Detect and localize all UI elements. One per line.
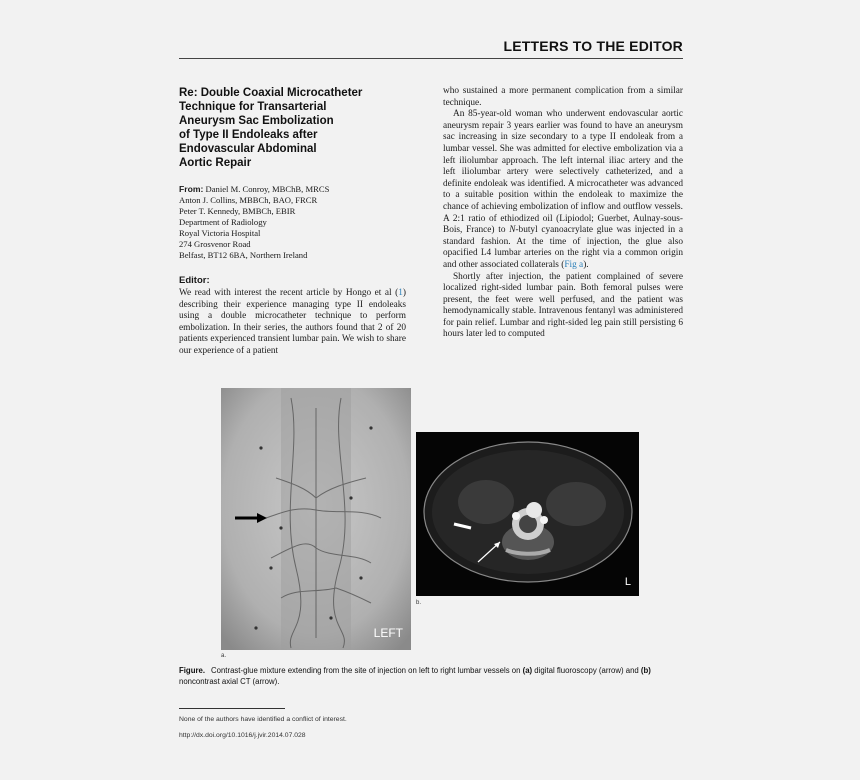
editor-label: Editor: xyxy=(179,275,210,286)
figure xyxy=(219,386,643,660)
fluoroscopy-image xyxy=(221,388,411,650)
left-column xyxy=(179,86,406,358)
caption-text: noncontrast axial CT (arrow). xyxy=(179,677,280,686)
right-column xyxy=(443,86,683,341)
from-label: From: xyxy=(179,184,204,194)
left-paragraph xyxy=(179,288,406,358)
caption-label: Figure. xyxy=(179,666,205,675)
affiliation-line: Department of Radiology xyxy=(179,217,267,227)
fluoroscopy-graphic xyxy=(221,388,411,650)
italic-text: N xyxy=(509,225,516,236)
author-block xyxy=(179,184,406,261)
affiliation-line: Belfast, BT12 6BA, Northern Ireland xyxy=(179,250,308,260)
doi-link[interactable]: http://dx.doi.org/10.1016/j.jvir.2014.07.028 xyxy=(179,732,306,739)
author-name: Daniel M. Conroy, MBChB, MRCS xyxy=(205,184,330,194)
caption-text: Contrast-glue mixture extending from the site of injection on left to right lumbar vessels on xyxy=(211,666,523,675)
section-header: LETTERS TO THE EDITOR xyxy=(503,38,683,54)
title-line: Re: Double Coaxial Microcatheter xyxy=(179,87,363,99)
title-line: of Type II Endoleaks after xyxy=(179,129,318,141)
panel-b-letter: b. xyxy=(416,600,422,606)
caption-text: digital fluoroscopy (arrow) and xyxy=(532,666,641,675)
author-line xyxy=(179,184,406,195)
title-line: Aortic Repair xyxy=(179,157,252,169)
right-paragraph-2 xyxy=(443,109,683,271)
ct-graphic xyxy=(416,432,639,596)
title-line: Technique for Transarterial xyxy=(179,101,327,113)
figure-caption xyxy=(179,665,683,687)
panel-a-letter: a. xyxy=(221,653,227,659)
orientation-label: L xyxy=(624,576,631,588)
orientation-label: LEFT xyxy=(373,626,403,640)
paragraph-text: An 85-year-old woman who underwent endovascular aortic aneurysm repair 3 years earlier was found to have an aneurysm sac increasing in size secondary to a type II endoleak from a lumbar vessel. She was admitted for elective embolization via a left iliolumbar approach. The left internal iliac artery and the left iliolumbar artery were selectively catheterized, and a definite endoleak was identified. A microcatheter was advanced to a suitable position within the endoleak to maximize the chance of achieving embolization of inflow and outflow vessels. A 2:1 ratio of ethiodized oil (Lipiodol; Guerbet, Aulnay-sous-Bois, France) to xyxy=(443,109,683,236)
paragraph-text: ). xyxy=(583,259,589,270)
author-line: Peter T. Kennedy, BMBCh, EBIR xyxy=(179,206,296,216)
affiliation-line: Royal Victoria Hospital xyxy=(179,228,261,238)
header-rule xyxy=(179,58,683,59)
right-paragraph-3: Shortly after injection, the patient complained of severe localized right-sided lumbar pain. Both femoral pulses were present, the feet were well perfused, and the patient was hemodynamically stable. Intravenous fentanyl was administered for pain relief. Lumbar and right-sided leg pain still persisting 6 hours later led to computed xyxy=(443,271,683,340)
author-line: Anton J. Collins, MBBCh, BAO, FRCR xyxy=(179,195,318,205)
figure-link[interactable]: Fig a xyxy=(564,259,584,270)
conflict-footnote: None of the authors have identified a conflict of interest. xyxy=(179,716,347,723)
title-line: Endovascular Abdominal xyxy=(179,143,317,155)
caption-panel-ref: (b) xyxy=(640,666,651,675)
title-line: Aneurysm Sac Embolization xyxy=(179,115,334,127)
caption-panel-ref: (a) xyxy=(522,666,533,675)
reference-link[interactable]: 1 xyxy=(398,288,403,298)
article-title xyxy=(179,86,406,170)
ct-image xyxy=(416,432,639,596)
footnote-rule xyxy=(179,708,285,709)
paragraph-text: We read with interest the recent article by Hongo et al ( xyxy=(179,288,399,298)
paragraph-text: ) describing their experience managing type II endoleaks using a double microcatheter technique to perform embolization. In their series, the authors found that 2 of 20 patients experienced transient lumbar pain. We wish to share our experience of a patient xyxy=(179,288,406,356)
right-paragraph-1: who sustained a more permanent complication from a similar technique. xyxy=(443,86,683,108)
paragraph-text: -butyl cyanoacrylate glue was injected in a standard fashion. At the time of injection, the glue also opacified L4 lumbar arteries on the right via a common origin and other associated collaterals ( xyxy=(443,225,684,270)
affiliation-line: 274 Grosvenor Road xyxy=(179,239,251,249)
